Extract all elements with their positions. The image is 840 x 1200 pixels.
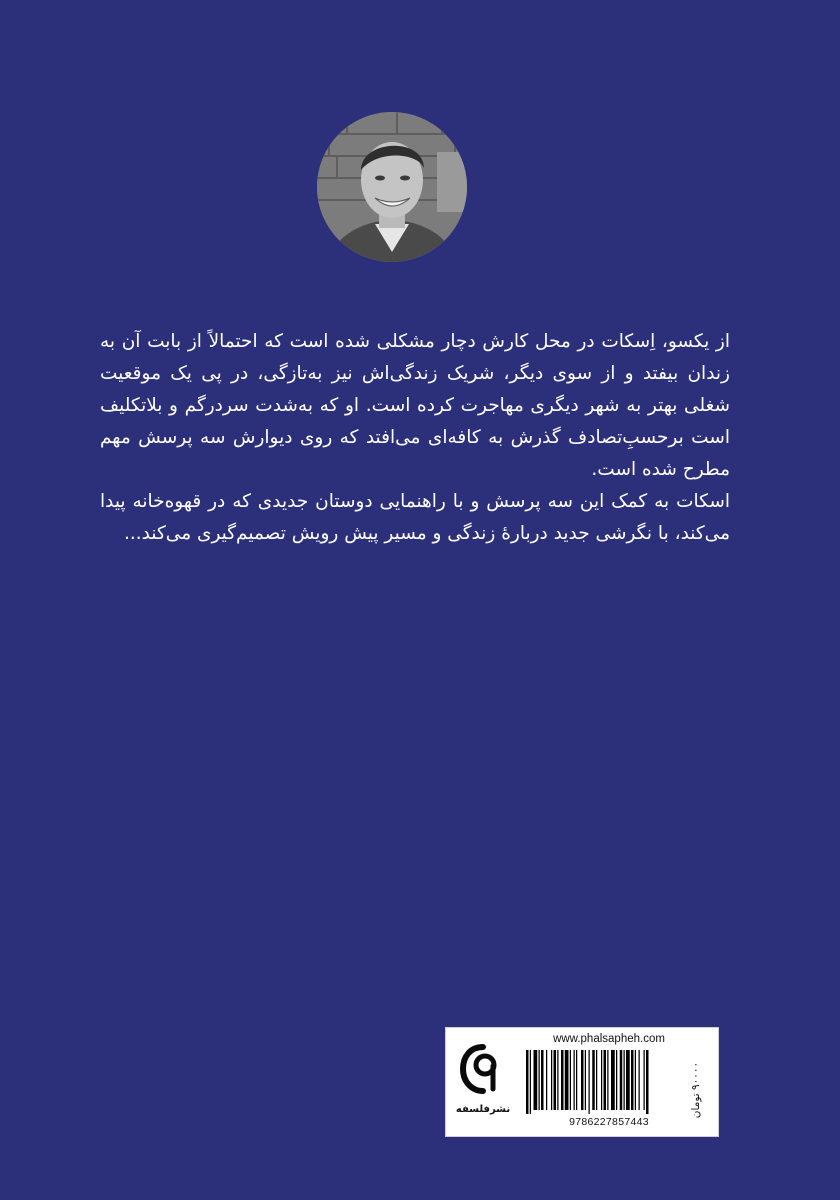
book-blurb [100,326,730,550]
isbn-number: 9786227857443 [569,1116,649,1128]
publisher-name: نشرفلسفه [455,1104,511,1115]
website-url: www.phalsapheh.com [553,1033,665,1045]
author-photo [317,112,467,262]
publisher-logo-icon [460,1044,506,1094]
barcode-panel [445,1027,719,1137]
blurb-paragraph: از یکسو، اِسکات در محل کارش دچار مشکلی شده است که احتمالاً از بابت آن به زندان بیفتد و از سوی دیگر، شریک زندگی‌اش نیز به‌تازگی، در پی یک موقعیت شغلی بهتر به شهر دیگری مهاجرت کرده است. او که به‌شدت سردرگم و بلاتکلیف است برحسبِ‌تصادف گذرش به کافه‌ای می‌افتد که روی دیوارش سه پرسش مهم مطرح شده است. [100,331,730,480]
blurb-paragraph: اسکات به کمک این سه پرسش و با راهنمایی دوستان جدیدی که در قهوه‌خانه پیدا می‌کند، با نگرشی جدید دربارۀ زندگی و مسیر پیش رویش تصمیم‌گیری می‌کند... [100,491,730,544]
isbn-barcode [524,1050,694,1114]
price-label: ۹۰۰۰۰ تومان [690,1061,702,1119]
